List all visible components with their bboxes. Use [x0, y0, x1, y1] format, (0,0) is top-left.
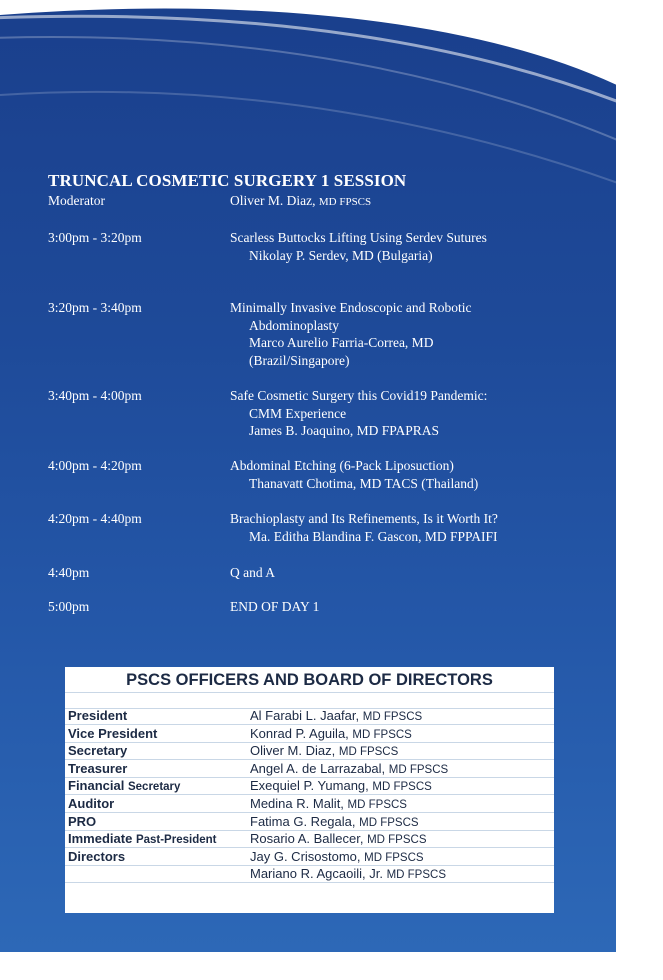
officer-name: Al Farabi L. Jaafar, MD FPSCS [250, 708, 423, 723]
divider [65, 777, 554, 778]
slot-topic: Safe Cosmetic Surgery this Covid19 Pandemic: [230, 388, 488, 403]
officer-position: Vice President [68, 725, 158, 741]
divider [65, 882, 554, 883]
officer-name: Oliver M. Diaz, MD FPSCS [250, 743, 399, 759]
officer-name: Exequiel P. Yumang, MD FPSCS [250, 778, 432, 794]
divider [65, 830, 554, 831]
officer-name: Rosario A. Ballecer, MD FPSCS [250, 831, 427, 847]
slot-speaker: Ma. Editha Blandina F. Gascon, MD FPPAIFI [249, 528, 498, 544]
slot-speaker: James B. Joaquino, MD FPAPRAS [249, 423, 440, 438]
officer-name: Jay G. Crisostomo, MD FPSCS [250, 848, 424, 864]
officer-name: Konrad P. Aguila, MD FPSCS [250, 725, 412, 741]
slot-time: 4:40pm [48, 565, 90, 580]
board-title: PSCS OFFICERS AND BOARD OF DIRECTORS [126, 671, 493, 689]
officer-row [65, 725, 554, 743]
slot-topic: Abdominal Etching (6-Pack Liposuction) [230, 458, 454, 473]
slot-speaker: Nikolay P. Serdev, MD (Bulgaria) [249, 247, 433, 263]
officer-row [65, 795, 554, 813]
slot-speaker-country: (Brazil/Singapore) [249, 352, 350, 368]
slot-topic: Q and A [230, 565, 275, 580]
divider [65, 847, 554, 848]
slot-description [230, 457, 600, 492]
slot-time: 3:20pm - 3:40pm [48, 300, 142, 315]
officers-board-table [65, 667, 554, 913]
divider [65, 812, 554, 813]
divider [65, 759, 554, 760]
slot-description [230, 387, 600, 440]
slot-time: 3:00pm - 3:20pm [48, 230, 142, 245]
moderator-name: Oliver M. Diaz, MD FPSCS [230, 193, 372, 208]
officer-row [65, 777, 554, 795]
divider [65, 794, 554, 795]
officer-name: Angel A. de Larrazabal, MD FPSCS [250, 760, 449, 776]
divider [65, 742, 554, 743]
slot-description [230, 229, 600, 264]
officer-position: Immediate Past-President [68, 831, 217, 847]
slot-description [230, 299, 600, 369]
officer-position: Financial Secretary [68, 778, 181, 794]
slot-description [230, 564, 600, 582]
slot-time: 3:40pm - 4:00pm [48, 388, 142, 403]
officer-position: Secretary [68, 743, 128, 759]
officer-position: PRO [68, 813, 97, 829]
officer-row [65, 742, 554, 760]
officer-position: President [68, 708, 128, 723]
slot-time: 5:00pm [48, 599, 90, 614]
slot-topic: END OF DAY 1 [230, 599, 320, 614]
moderator-label: Moderator [48, 193, 105, 208]
officer-position: Directors [68, 848, 126, 864]
divider [65, 724, 554, 725]
slot-topic-cont: Abdominoplasty [249, 317, 339, 333]
officer-name: Mariano R. Agcaoili, Jr. MD FPSCS [250, 866, 446, 882]
slot-topic: Minimally Invasive Endoscopic and Robotic [230, 300, 472, 315]
divider [65, 692, 554, 693]
officer-row [65, 848, 554, 866]
slot-topic: Brachioplasty and Its Refinements, Is it Worth It? [230, 511, 498, 526]
officer-row [65, 865, 554, 883]
slot-topic: Scarless Buttocks Lifting Using Serdev Sutures [230, 230, 487, 245]
officer-row [65, 707, 554, 725]
slot-time: 4:00pm - 4:20pm [48, 458, 142, 473]
slot-speaker: Thanavatt Chotima, MD TACS (Thailand) [249, 475, 479, 491]
slot-description [230, 598, 600, 616]
officer-row [65, 813, 554, 831]
officer-position: Treasurer [68, 760, 128, 776]
officer-position: Auditor [68, 796, 115, 811]
divider [65, 865, 554, 866]
officer-row [65, 830, 554, 848]
officer-name: Fatima G. Regala, MD FPSCS [250, 813, 419, 829]
officer-row [65, 760, 554, 778]
moderator-credentials: MD FPSCS [318, 196, 372, 208]
officer-name: Medina R. Malit, MD FPSCS [250, 796, 407, 811]
slot-topic-cont: CMM Experience [249, 405, 347, 421]
slot-description [230, 510, 600, 545]
slot-time: 4:20pm - 4:40pm [48, 511, 142, 526]
slot-speaker: Marco Aurelio Farria-Correa, MD [249, 335, 434, 350]
session-title: TRUNCAL COSMETIC SURGERY 1 SESSION [48, 171, 407, 190]
